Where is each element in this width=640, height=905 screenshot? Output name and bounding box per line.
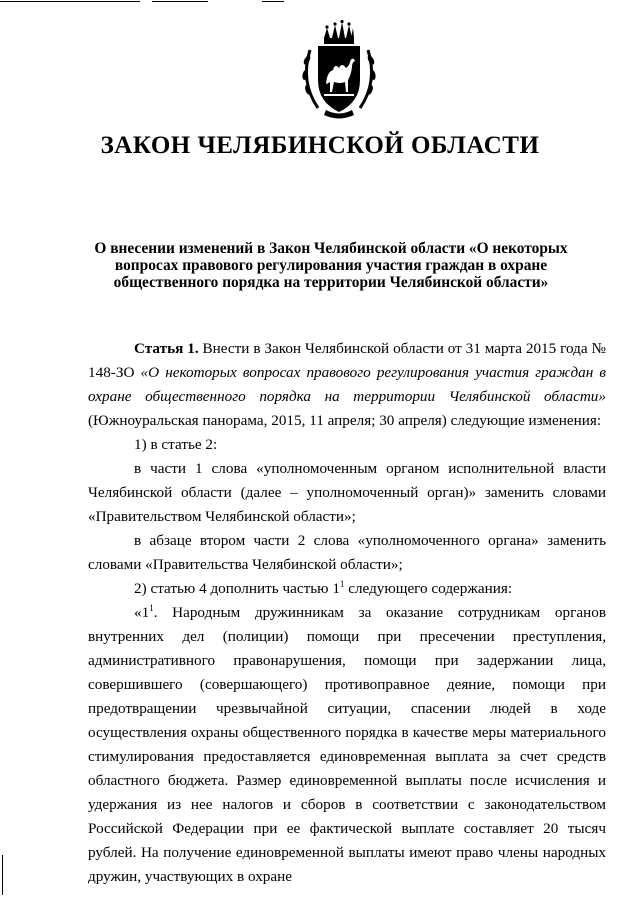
cited-law-title: «О некоторых вопросах правового регулирования участия граждан в охране общественного порядка на территории Челябинской области» <box>88 364 606 405</box>
amendment-paragraph: в части 1 слова «уполномоченным органом исполнительной власти Челябинской области (далее – уполномоченный орган)» заменить словами «Правительством Челябинской области»; <box>88 460 606 525</box>
item-2-text: 2) статью 4 дополнить частью 1 <box>134 580 340 597</box>
part-number: «1 <box>134 604 150 621</box>
law-title: ЗАКОН ЧЕЛЯБИНСКОЙ ОБЛАСТИ <box>100 132 540 159</box>
law-body <box>88 337 606 889</box>
superscript: 1 <box>339 579 345 589</box>
article-1-paragraph <box>88 337 606 433</box>
superscript: 1 <box>149 603 154 613</box>
amendment-paragraph: в абзаце втором части 2 слова «уполномоченного органа» заменить словами «Правительства Челябинской области»; <box>88 532 606 573</box>
article-intro-text: Внести в Закон Челябинской области от 31 марта 2015 года № 148-ЗО <box>88 340 607 381</box>
scan-line <box>0 1 140 2</box>
item-1-paragraph: 1) в статье 2: <box>134 436 218 453</box>
new-part-text: . Народным дружинникам за оказание сотрудникам органов внутренних дел (полиции) помощи при пресечении преступления, административного правонарушения, помощи при задержании лица, совершившего (совершающего) противоправное деяние, помощи при предотвращении чрезвычайной ситуации, спасении людей в ходе осуществления охраны общественного порядка в качестве меры материального стимулирования предоставляется единовременная выплата за счет средств областного бюджета. Размер единовременной выплаты после исчисления и удержания из нее налогов и сборов в соответствии с законодательством Российской Федерации при ее фактической выплате составляет 20 тысяч рублей. На получение единовременной выплаты имеют право члены народных дружин, участвующих в охране <box>88 604 606 885</box>
scan-line <box>2 855 3 895</box>
new-part-paragraph <box>88 601 606 889</box>
item-2-text-end: следующего содержания: <box>344 580 513 597</box>
scan-line <box>152 1 208 2</box>
article-intro-text-end: (Южноуральская панорама, 2015, 11 апреля; 30 апреля) следующие изменения: <box>88 412 602 429</box>
law-subject: О внесении изменений в Закон Челябинской области «О некоторых вопросах правового регулирования участия граждан в охране общественного порядка на территории Челябинской области» <box>94 240 568 291</box>
coat-of-arms-emblem <box>296 20 382 120</box>
article-label: Статья 1. <box>134 340 199 357</box>
scan-line <box>262 1 284 2</box>
item-2-paragraph <box>88 577 606 601</box>
